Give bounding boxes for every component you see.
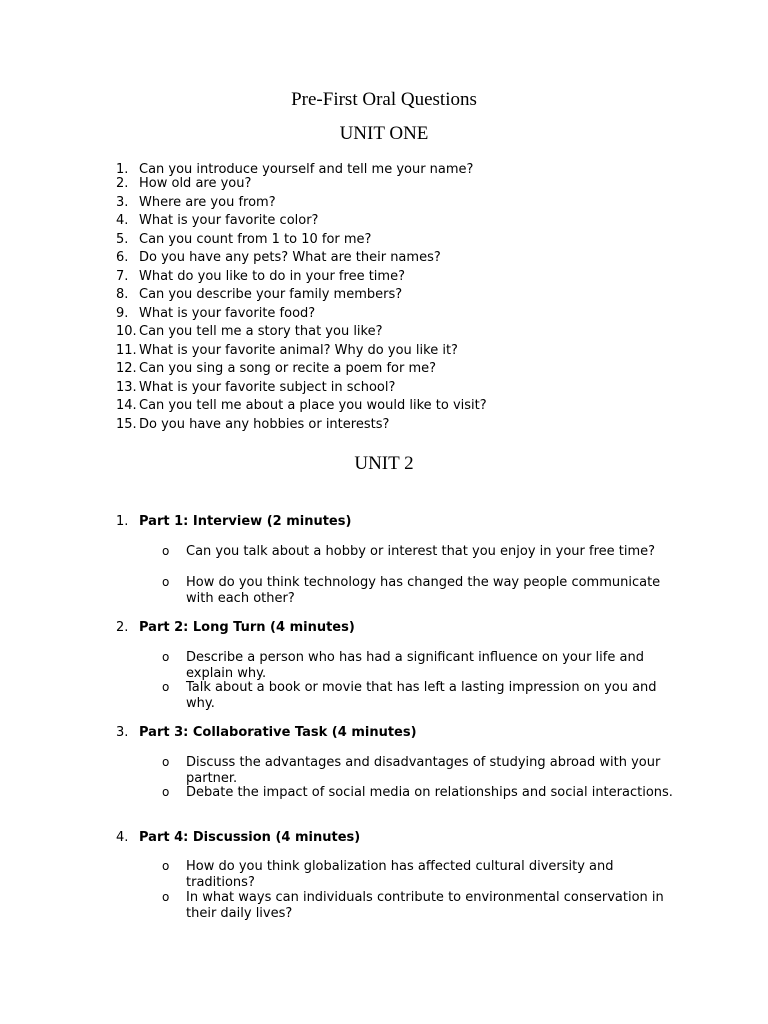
item-number: 3. (116, 195, 129, 210)
item-text: Can you tell me a story that you like? (139, 324, 383, 339)
part-label: Part 3: Collaborative Task (4 minutes) (139, 725, 417, 740)
item-number: 1. (116, 162, 129, 177)
bullet-text: Describe a person who has had a significant influence on your life and explain why. (186, 650, 644, 681)
item-text: Can you count from 1 to 10 for me? (139, 232, 372, 247)
item-text: What is your favorite subject in school? (139, 380, 396, 395)
bullet-icon: o (162, 785, 170, 799)
item-text: What is your favorite food? (139, 306, 316, 321)
item-text: What do you like to do in your free time? (139, 269, 405, 284)
item-number: 9. (116, 306, 129, 321)
item-text: Do you have any hobbies or interests? (139, 417, 390, 432)
item-number: 10. (116, 324, 137, 339)
item-text: What is your favorite color? (139, 213, 319, 228)
item-text: Can you introduce yourself and tell me your name? (139, 162, 474, 177)
item-number: 15. (116, 417, 137, 432)
item-number: 6. (116, 250, 129, 265)
item-number: 12. (116, 361, 137, 376)
bullet-text: How do you think globalization has affected cultural diversity and traditions? (186, 859, 614, 890)
unit-two-heading: UNIT 2 (354, 453, 414, 474)
bullet-icon: o (162, 859, 170, 873)
bullet-text: Discuss the advantages and disadvantages of studying abroad with your partner. (186, 755, 661, 786)
bullet-icon: o (162, 650, 170, 664)
item-number: 13. (116, 380, 137, 395)
part-number: 4. (116, 830, 129, 845)
part-label: Part 1: Interview (2 minutes) (139, 514, 352, 529)
item-text: Do you have any pets? What are their names? (139, 250, 441, 265)
bullet-text: In what ways can individuals contribute to environmental conservation in their daily lives? (186, 890, 664, 921)
item-number: 11. (116, 343, 137, 358)
item-number: 4. (116, 213, 129, 228)
bullet-text: How do you think technology has changed the way people communicate with each other? (186, 575, 661, 606)
item-number: 7. (116, 269, 129, 284)
part-number: 3. (116, 725, 129, 740)
part-label: Part 2: Long Turn (4 minutes) (139, 620, 355, 635)
item-text: Can you sing a song or recite a poem for me? (139, 361, 437, 376)
document-title: Pre-First Oral Questions (291, 89, 477, 110)
bullet-icon: o (162, 575, 170, 589)
part-number: 1. (116, 514, 129, 529)
bullet-text: Talk about a book or movie that has left a lasting impression on you and why. (186, 680, 657, 711)
item-text: What is your favorite animal? Why do you like it? (139, 343, 458, 358)
part-label: Part 4: Discussion (4 minutes) (139, 830, 361, 845)
part-number: 2. (116, 620, 129, 635)
item-text: Where are you from? (139, 195, 276, 210)
item-text: Can you tell me about a place you would like to visit? (139, 398, 487, 413)
item-number: 5. (116, 232, 129, 247)
bullet-text: Debate the impact of social media on relationships and social interactions. (186, 785, 673, 800)
item-number: 8. (116, 287, 129, 302)
unit-one-heading: UNIT ONE (339, 123, 429, 144)
bullet-icon: o (162, 680, 170, 694)
bullet-text: Can you talk about a hobby or interest that you enjoy in your free time? (186, 544, 656, 559)
bullet-icon: o (162, 755, 170, 769)
item-number: 14. (116, 398, 137, 413)
bullet-icon: o (162, 544, 170, 558)
item-text: How old are you? (139, 176, 252, 191)
item-number: 2. (116, 176, 129, 191)
bullet-icon: o (162, 890, 170, 904)
item-text: Can you describe your family members? (139, 287, 403, 302)
